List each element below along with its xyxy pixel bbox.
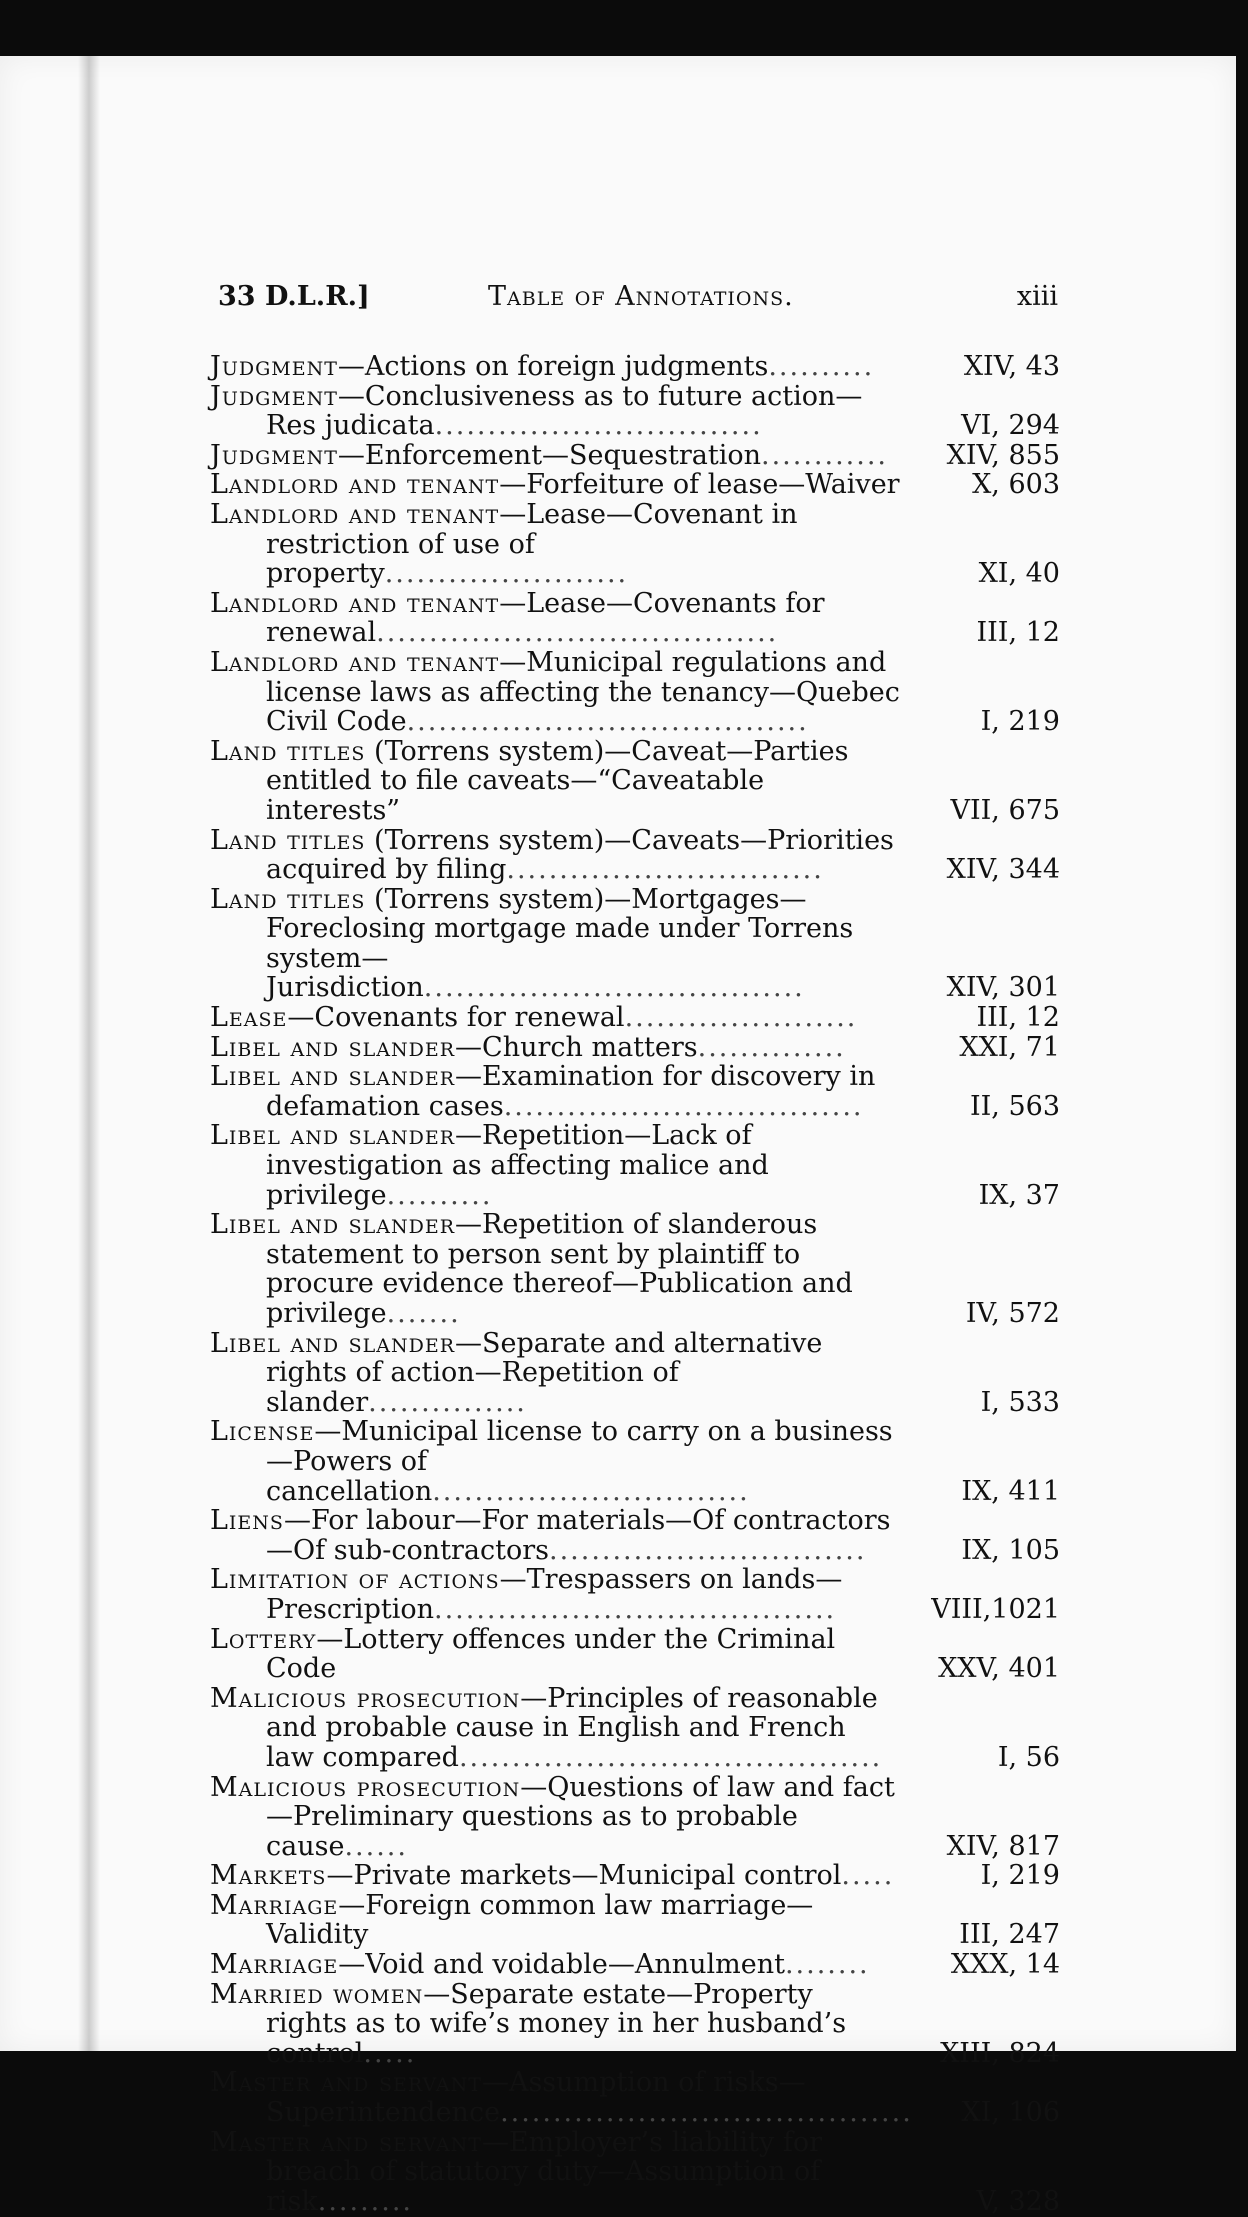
annotation-entry [210, 2128, 1060, 2217]
entry-text: —Repetition—Lack of investigation as affecting malice and privilege [266, 1120, 769, 1211]
entry-text: —Foreign common law marriage—Validity [266, 1889, 814, 1951]
entry-text: —Separate estate—Property rights as to wife’s money in her husband’s control [266, 1978, 847, 2069]
leader-dots: .............................. [506, 854, 824, 886]
entry-heading: Judgment [210, 380, 338, 412]
entry-text: —Employer’s liability for breach of statutory duty—Assumption of risk [266, 2126, 822, 2217]
volume-page-reference: XIV, 301 [946, 972, 1060, 1004]
entry-heading: Marriage [210, 1889, 339, 1921]
volume-page-reference: I, 219 [980, 706, 1060, 738]
entry-heading: Married women [210, 1978, 424, 2010]
volume-page-reference: I, 533 [980, 1386, 1060, 1418]
entry-text: —Lottery offences under the Criminal Code [266, 1623, 836, 1685]
entry-text: —Separate and alternative rights of action—Repetition of slander [266, 1327, 823, 1418]
volume-page-reference: IX, 37 [978, 1179, 1060, 1211]
entry-heading: Land titles [210, 735, 366, 767]
annotation-entry [210, 589, 1060, 648]
volume-page-reference: IX, 411 [961, 1475, 1060, 1507]
entry-text: —Actions on foreign judgments [337, 351, 769, 382]
entry-heading: Markets [210, 1860, 327, 1892]
volume-page-reference: XIV, 855 [946, 439, 1060, 471]
volume-page-reference: X, 603 [972, 469, 1060, 501]
annotation-entry [210, 1950, 1060, 1980]
entry-text: —Forfeiture of lease—Waiver [499, 469, 900, 501]
volume-page-reference: XIV, 43 [963, 351, 1060, 382]
entry-text: —Lease—Covenant in restriction of use of property [266, 498, 798, 590]
annotation-entry [210, 1625, 1060, 1684]
volume-reference: 33 D.L.R.] [218, 281, 370, 312]
leader-dots: ....................................... [500, 2097, 913, 2129]
annotation-entry [210, 470, 1060, 500]
entry-text: —Covenants for renewal [287, 1002, 625, 1034]
leader-dots: .............................. [548, 1534, 867, 1566]
entry-heading: Land titles [210, 824, 366, 856]
annotation-entry [210, 1062, 1060, 1121]
entry-heading: Malicious prosecution [210, 1682, 521, 1714]
page-number: xiii [1016, 281, 1058, 312]
volume-page-reference: XIV, 817 [946, 1830, 1060, 1862]
annotation-entry [210, 1329, 1060, 1418]
volume-page-reference: XIV, 344 [946, 854, 1060, 886]
annotation-entry [210, 1506, 1060, 1565]
annotation-entry [210, 885, 1060, 1003]
annotation-entry [210, 1565, 1060, 1624]
leader-dots: ...................................... [376, 617, 779, 649]
annotation-entry [210, 1033, 1060, 1063]
annotation-entry [210, 1861, 1060, 1891]
entry-heading: Landlord and tenant [210, 469, 500, 501]
entry-text: (Torrens system)—Caveats—Priorities acquired by filing [266, 824, 894, 886]
volume-page-reference: XI, 106 [961, 2097, 1060, 2129]
volume-page-reference: I, 219 [980, 1860, 1060, 1892]
leader-dots: ....... [386, 1298, 461, 1329]
annotation-entry [210, 441, 1060, 471]
leader-dots: ............ [761, 439, 889, 471]
entry-heading: Limitation of actions [210, 1564, 500, 1596]
annotation-entry [210, 1773, 1060, 1862]
leader-dots: .............. [697, 1031, 846, 1063]
volume-page-reference: XXV, 401 [938, 1653, 1060, 1685]
volume-page-reference: VII, 675 [950, 794, 1060, 826]
annotation-entry [210, 1417, 1060, 1506]
volume-page-reference: VIII,1021 [931, 1593, 1060, 1625]
entry-heading: Libel and slander [210, 1031, 456, 1063]
leader-dots: ..... [363, 2037, 417, 2069]
entry-heading: Libel and slander [210, 1120, 456, 1152]
leader-dots: ...................................... [434, 1593, 837, 1625]
book-page [0, 56, 1236, 2217]
volume-page-reference: XXI, 71 [959, 1031, 1060, 1063]
annotation-entry [210, 382, 1060, 441]
entry-heading: License [210, 1416, 315, 1448]
leader-dots: ....................... [384, 558, 629, 590]
leader-dots: ..... [841, 1860, 895, 1892]
entry-heading: Master and servant [210, 2126, 482, 2158]
volume-page-reference: IX, 105 [961, 1534, 1060, 1566]
leader-dots: .................................... [423, 972, 805, 1004]
annotation-entry [210, 737, 1060, 826]
leader-dots: .................................. [503, 1090, 864, 1122]
leader-dots: .......... [386, 1179, 493, 1211]
entry-heading: Landlord and tenant [210, 646, 500, 678]
entry-heading: Malicious prosecution [210, 1771, 521, 1803]
entry-heading: Master and servant [210, 2067, 482, 2099]
entry-text: —Examination for discovery in defamation cases [266, 1061, 876, 1122]
annotation-entry [210, 1121, 1060, 1210]
leader-dots: ......... [317, 2185, 414, 2217]
volume-page-reference: I, 56 [997, 1741, 1060, 1773]
entry-heading: Libel and slander [210, 1327, 456, 1359]
volume-page-reference: V, 328 [976, 2185, 1060, 2217]
leader-dots: ...... [344, 1830, 408, 1862]
volume-page-reference: III, 247 [959, 1919, 1060, 1951]
volume-page-reference: III, 12 [976, 617, 1060, 649]
volume-page-reference: II, 563 [969, 1090, 1060, 1122]
entry-text: —For labour—For materials—Of contractors—Of sub-contractors [266, 1505, 891, 1566]
leader-dots: ............... [368, 1386, 527, 1418]
entry-heading: Judgment [210, 439, 338, 471]
entry-text: —Lease—Covenants for renewal [266, 587, 825, 649]
entry-heading: Libel and slander [210, 1209, 456, 1241]
leader-dots: ...................... [624, 1002, 858, 1034]
leader-dots: ............................... [434, 410, 763, 442]
annotation-entry [210, 352, 1060, 382]
leader-dots: .............................. [432, 1475, 750, 1507]
entry-text: —Church matters [455, 1031, 698, 1063]
volume-page-reference: XI, 40 [978, 558, 1060, 590]
volume-page-reference: XIII, 824 [940, 2037, 1060, 2069]
volume-page-reference: III, 12 [976, 1002, 1060, 1034]
entry-text: (Torrens system)—Mortgages—Foreclosing mortgage made under Torrens system—Jurisdiction [266, 883, 854, 1004]
annotation-entry [210, 1210, 1060, 1328]
annotation-entry [210, 500, 1060, 589]
volume-page-reference: VI, 294 [961, 410, 1060, 442]
entry-text: —Enforcement—Sequestration [337, 439, 762, 471]
entry-text: —Principles of reasonable and probable cause in English and French law compared [266, 1682, 878, 1773]
entry-text: —Conclusiveness as to future action—Res judicata [266, 380, 863, 442]
annotation-entry [210, 648, 1060, 737]
entry-heading: Judgment [210, 351, 338, 382]
entry-text: —Repetition of slanderous statement to person sent by plaintiff to procure evidence thereof—Publication and privilege [266, 1209, 853, 1329]
annotation-entry [210, 1684, 1060, 1773]
entry-text: —Assumption of risks—Superintendence [266, 2067, 806, 2129]
volume-page-reference: IV, 572 [965, 1298, 1060, 1329]
entry-text: (Torrens system)—Caveat—Parties entitled to file caveats—“Caveatable interests” [266, 735, 849, 826]
entry-text: —Private markets—Municipal control [326, 1860, 842, 1892]
entry-text: —Municipal regulations and license laws as affecting the tenancy—Quebec Civil Code [266, 646, 900, 738]
entry-heading: Liens [210, 1505, 284, 1537]
leader-dots: ........ [784, 1949, 870, 1981]
entry-heading: Lease [210, 1002, 288, 1034]
annotation-entry [210, 1003, 1060, 1033]
entry-heading: Landlord and tenant [210, 498, 500, 530]
annotation-list [210, 352, 1060, 2216]
entry-text: —Questions of law and fact—Preliminary questions as to probable cause [266, 1771, 895, 1862]
annotation-entry [210, 1980, 1060, 2069]
leader-dots: .......... [768, 351, 875, 382]
running-header [218, 281, 1058, 321]
volume-page-reference: XXX, 14 [950, 1949, 1060, 1981]
annotation-entry [210, 2068, 1060, 2127]
leader-dots: ........................................ [458, 1741, 883, 1773]
leader-dots: ...................................... [406, 706, 809, 738]
annotation-entry [210, 1891, 1060, 1950]
annotation-entry [210, 826, 1060, 885]
page-title: Table of Annotations. [488, 281, 794, 312]
entry-heading: Marriage [210, 1949, 339, 1981]
entry-heading: Lottery [210, 1623, 317, 1655]
entry-text: —Void and voidable—Annulment [338, 1949, 785, 1981]
entry-heading: Landlord and tenant [210, 587, 500, 619]
entry-text: —Trespassers on lands—Prescription [266, 1564, 843, 1625]
entry-heading: Land titles [210, 883, 366, 915]
entry-heading: Libel and slander [210, 1061, 456, 1093]
entry-text: —Municipal license to carry on a business—Powers of cancellation [266, 1416, 893, 1507]
